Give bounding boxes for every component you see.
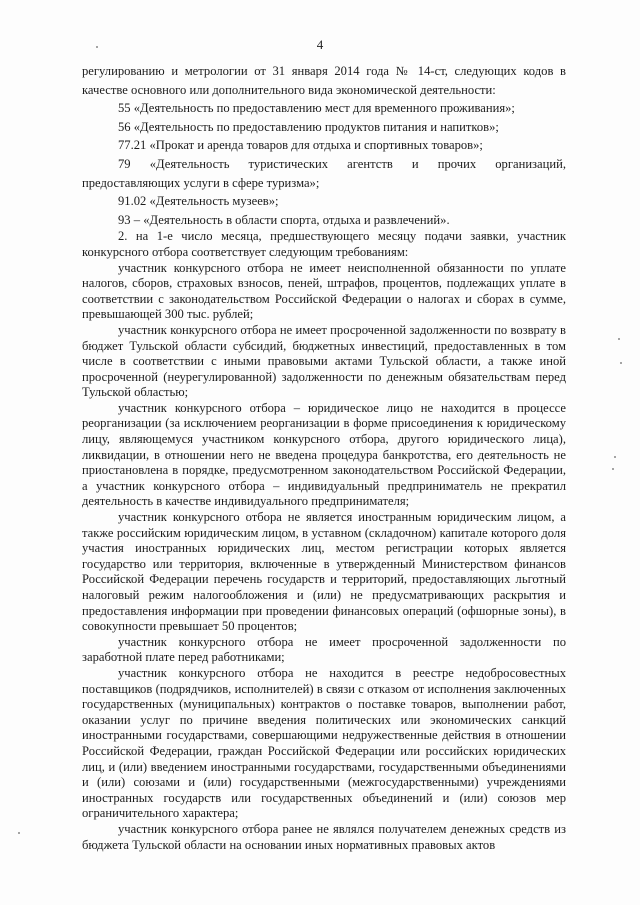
paragraph-no-wage-debt: участник конкурсного отбора не имеет просроченной задолженности по заработной плате перед работниками; (82, 634, 566, 665)
paragraph-code-93: 93 – «Деятельность в области спорта, отдыха и развлечений». (118, 212, 450, 227)
scan-speck (614, 456, 616, 458)
paragraph-code-79: 79 «Деятельность туристических агентств и прочих организаций, предоставляющих услуги в сфере туризма»; (82, 156, 566, 190)
paragraph-requirements-intro: 2. на 1-е число месяца, предшествующего месяцу подачи заявки, участник конкурсного отбора соответствует следующим требованиям: (82, 229, 566, 259)
paragraph-code-77-21: 77.21 «Прокат и аренда товаров для отдыха и спортивных товаров»; (118, 138, 483, 153)
paragraph-code-56: 56 «Деятельность по предоставлению продуктов питания и напитков»; (118, 119, 499, 134)
paragraph-no-overdue-budget-debt: участник конкурсного отбора не имеет просроченной задолженности по возврату в бюджет Тульской области субсидий, бюджетных инвестиций, предоставленных в том числе в соответствии с иными правовыми актами Тульской области, а также иной просроченной (неурегулированной) задолженности по денежным обязательствам перед Тульской областью; (82, 322, 566, 400)
paragraph-code-91-02: 91.02 «Деятельность музеев»; (118, 194, 279, 209)
paragraph-okved-intro: регулированию и метрологии от 31 января 2014 года № 14-ст, следующих кодов в качестве основного или дополнительного вида экономической деятельности: (82, 64, 566, 97)
paragraph-not-prior-recipient: участник конкурсного отбора ранее не являлся получателем денежных средств из бюджета Тульской области на основании иных нормативных правовых актов (82, 821, 566, 852)
paragraph-no-tax-debt: участник конкурсного отбора не имеет неисполненной обязанности по уплате налогов, сборов, страховых взносов, пеней, штрафов, процентов, подлежащих уплате в соответствии с законодательством Российской Федерации о налогах и сборах в сумме, превышающей 300 тыс. рублей; (82, 260, 566, 322)
paragraph-no-reorganization: участник конкурсного отбора – юридическое лицо не находится в процессе реорганизации (за исключением реорганизации в форме присоединения к юридическому лицу, являющемуся участником конкурсного отбора, другого юридического лица), ликвидации, в отношении него не введена процедура банкротства, его деятельность не приостановлена в порядке, предусмотренном законодательством Российской Федерации, а участник конкурсного отбора – индивидуальный предприниматель не прекратил деятельность в качестве индивидуального предпринимателя; (82, 400, 566, 509)
paragraph-not-in-bad-supplier-registry: участник конкурсного отбора не находится в реестре недобросовестных поставщиков (подрядчиков, исполнителей) в связи с отказом от исполнения заключенных государственных (муниципальных) контрактов о поставке товаров, выполнении работ, оказании услуг по причине введения политических или экономических санкций иностранными государствами, совершающими недружественные действия в отношении Российской Федерации, граждан Российской Федерации или российских юридических лиц, и (или) введением иностранными государствами, государственными объединениями и (или) союзами и (или) государственными (межгосударственными) учреждениями иностранных государств или государственных объединений и (или) союзов мер ограничительного характера; (82, 665, 566, 821)
scan-speck (96, 46, 98, 48)
scan-speck (620, 362, 622, 364)
paragraph-code-55: 55 «Деятельность по предоставлению мест для временного проживания»; (118, 101, 515, 116)
document-body (82, 62, 566, 853)
scan-speck (18, 832, 20, 834)
page-number: 4 (316, 37, 324, 52)
scan-speck (618, 338, 620, 340)
paragraph-not-foreign-entity: участник конкурсного отбора не является иностранным юридическим лицом, а также российским юридическим лицом, в уставном (складочном) капитале которого доля участия иностранных юридических лиц, местом регистрации которых является государство или территория, включенные в утвержденный Министерством финансов Российской Федерации перечень государств и территорий, предоставляющих льготный налоговый режим налогообложения и (или) не предусматривающих раскрытия и предоставления информации при проведении финансовых операций (офшорные зоны), в совокупности превышает 50 процентов; (82, 510, 566, 634)
scan-speck (612, 468, 614, 470)
